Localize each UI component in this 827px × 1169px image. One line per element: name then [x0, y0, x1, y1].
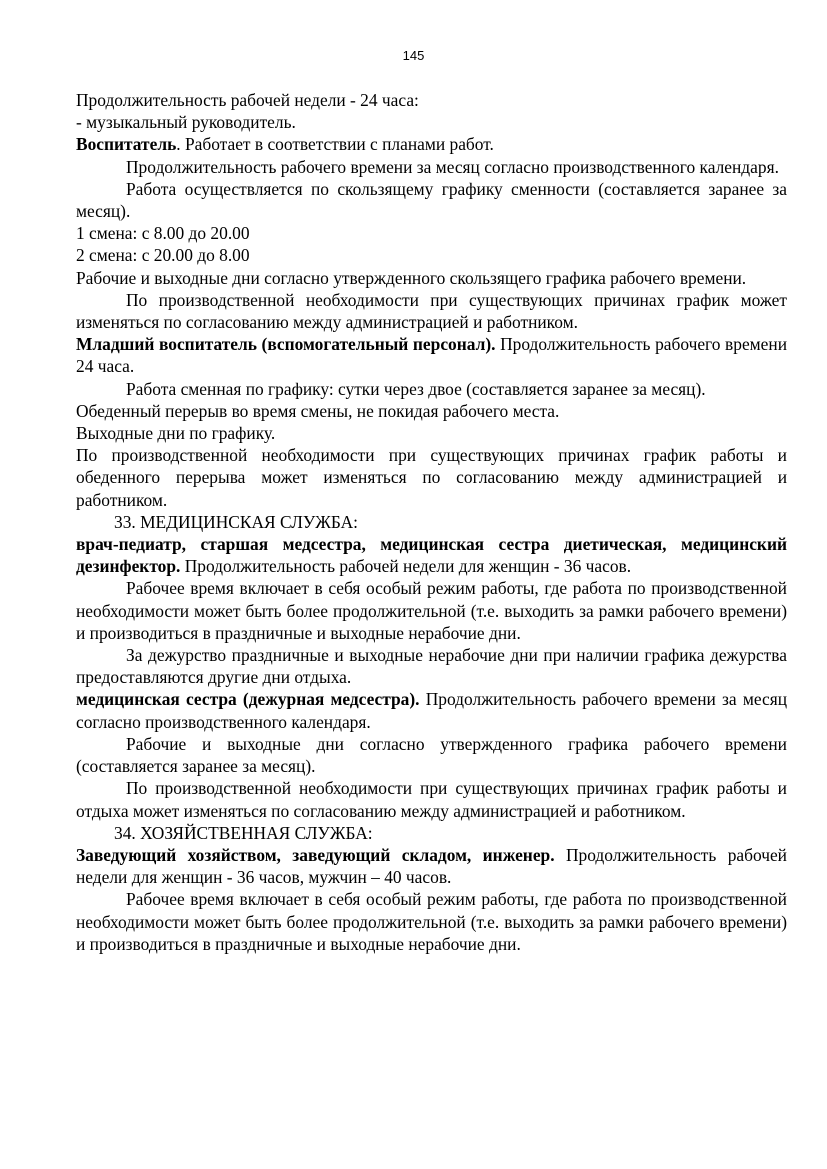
paragraph-duty-days-off	[76, 644, 787, 688]
paragraph-schedule-changes	[76, 289, 787, 333]
text-run: Работа сменная по графику: сутки через двое (составляется заранее за месяц).	[126, 378, 706, 399]
text-run: По производственной необходимости при существующих причинах график работы и отдыха может изменяться по согласованию между администрацией и работником.	[76, 778, 787, 821]
page-number: 145	[402, 48, 425, 63]
bold-run: врач-педиатр, старшая медсестра, медицинская сестра диетическая, медицинский дезинфектор.	[76, 534, 787, 577]
text-run: Выходные дни по графику.	[76, 423, 276, 444]
text-run: Рабочие и выходные дни согласно утвержденного скользящего графика рабочего времени.	[76, 267, 747, 288]
paragraph-educator	[76, 133, 787, 155]
text-run: Обеденный перерыв во время смены, не покидая рабочего места.	[76, 400, 560, 421]
paragraph-days-off	[76, 422, 787, 444]
text-run: Продолжительность рабочего времени 24 часа.	[76, 334, 787, 377]
paragraph-shift-work	[76, 378, 787, 400]
text-run: Продолжительность рабочей недели для женщин - 36 часов.	[180, 556, 632, 577]
text-run: 1 смена: с 8.00 до 20.00	[76, 223, 250, 244]
text-run: 34. ХОЗЯЙСТВЕННАЯ СЛУЖБА:	[114, 822, 373, 843]
text-run: Рабочее время включает в себя особый режим работы, где работа по производственной необходимости может быть более продолжительной (т.е. выходить за рамки рабочего времени) и производиться в праздничные и выходные нерабочие дни.	[76, 889, 787, 954]
text-run: По производственной необходимости при существующих причинах график может изменяться по согласованию между администрацией и работником.	[76, 289, 787, 333]
paragraph-medical-staff	[76, 533, 787, 577]
text-run: Продолжительность рабочего времени за месяц согласно производственного календаря.	[76, 689, 788, 732]
paragraph-nurse-changes	[76, 777, 787, 821]
paragraph-special-regime	[76, 577, 787, 644]
text-run: 33. МЕДИЦИНСКАЯ СЛУЖБА:	[114, 511, 358, 532]
paragraph-junior-educator	[76, 333, 787, 377]
paragraph-household-staff	[76, 844, 787, 888]
bold-run: Воспитатель	[76, 134, 177, 155]
text-run: Продолжительность рабочей недели - 24 часа:	[76, 90, 419, 110]
text-run: 2 смена: с 20.00 до 8.00	[76, 245, 250, 266]
text-run: Продолжительность рабочей недели для женщин - 36 часов, мужчин – 40 часов.	[76, 844, 787, 888]
text-run: Рабочее время включает в себя особый режим работы, где работа по производственной необходимости может быть более продолжительной (т.е. выходить за рамки рабочего времени) и производиться в праздничные и выходные нерабочие дни.	[76, 578, 787, 643]
text-run: По производственной необходимости при существующих причинах график работы и обеденного перерыва может изменяться по согласованию между администрацией и работником.	[76, 445, 787, 510]
paragraph-shift-schedule	[76, 178, 787, 222]
paragraph-work-week-24h	[76, 89, 787, 111]
bold-run: Младший воспитатель (вспомогательный персонал).	[76, 334, 496, 355]
section-heading-household	[76, 822, 787, 844]
paragraph-household-regime	[76, 888, 787, 955]
section-heading-medical	[76, 511, 787, 533]
paragraph-shift-1	[76, 222, 787, 244]
paragraph-shift-2	[76, 244, 787, 266]
text-run: За дежурство праздничные и выходные нерабочие дни при наличии графика дежурства предоставляются другие дни отдыха.	[76, 645, 787, 688]
document-body	[76, 89, 787, 955]
text-run: Рабочие и выходные дни согласно утвержденного графика рабочего времени (составляется заранее за месяц).	[76, 733, 787, 777]
bold-run: Заведующий хозяйством, заведующий складом, инженер.	[76, 844, 555, 865]
text-run: Работа осуществляется по скользящему графику сменности (составляется заранее за месяц).	[76, 178, 787, 222]
paragraph-music-director	[76, 111, 787, 133]
bold-run: медицинская сестра (дежурная медсестра).	[76, 689, 420, 710]
paragraph-working-days	[76, 267, 787, 289]
paragraph-nurse-schedule	[76, 733, 787, 777]
text-run: - музыкальный руководитель.	[76, 112, 296, 133]
text-run: Продолжительность рабочего времени за месяц согласно производственного календаря.	[126, 156, 779, 177]
paragraph-duty-nurse	[76, 688, 787, 732]
text-run: . Работает в соответствии с планами работ.	[176, 134, 494, 155]
paragraph-break-changes	[76, 444, 787, 511]
paragraph-work-time-month	[76, 156, 787, 178]
paragraph-lunch-break	[76, 400, 787, 422]
